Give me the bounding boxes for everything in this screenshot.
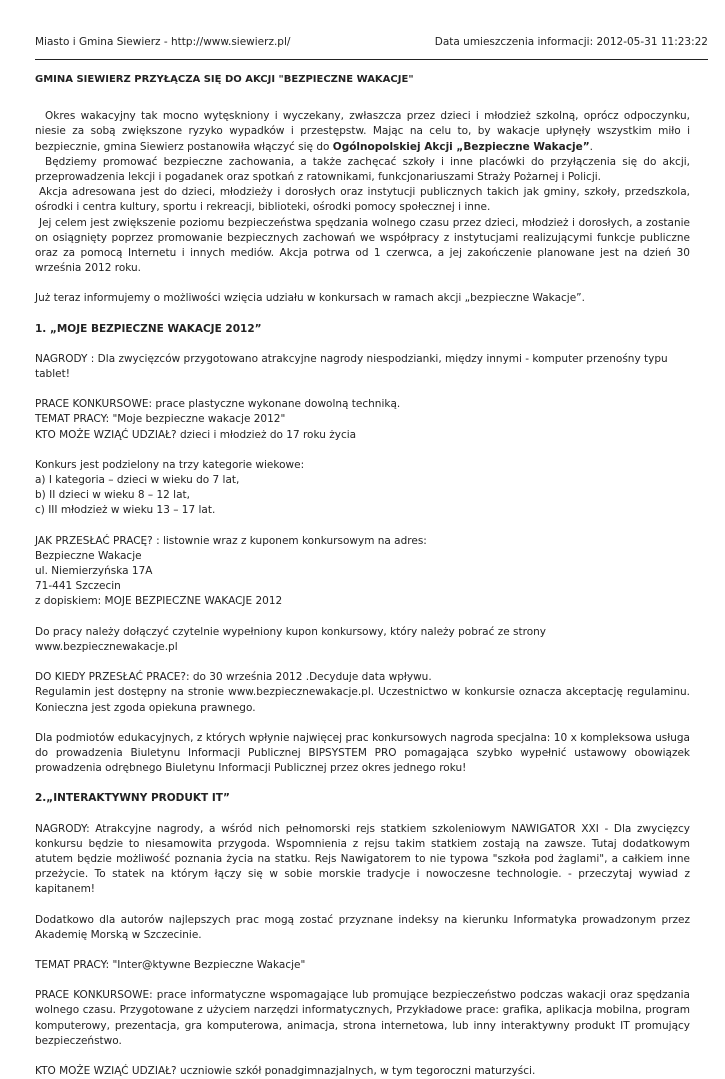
categories-intro: Konkurs jest podzielony na trzy kategorie wiekowe: xyxy=(35,458,305,471)
section-2-prizes: NAGRODY: Atrakcyjne nagrody, a wśród nich pełnomorski rejs statkiem szkoleniowym NAWIGATOR XXI - Dla zwycięzcy konkursu będzie to niesamowita przygoda. Wspomnienia z rejsu takim statkiem zostają na zawsze. Tutaj dodatkowym atutem będzie możliwość poznania życia na statku. Rejs Nawigatorem to nie typowa "szkoła pod żaglami", a całkiem inne przeżycie. To statek na którym łączy się w sobie morskie tradycje i nowoczesne technologie. - przeczytaj wywiad z kapitanem! xyxy=(35,822,690,896)
section-1-who: KTO MOŻE WZIĄĆ UDZIAŁ? dzieci i młodzież do 17 roku życia xyxy=(35,428,357,441)
intro-paragraph-3: Akcja adresowana jest do dzieci, młodzieży i dorosłych oraz instytucji publicznych takich jak gminy, szkoły, przedszkola, ośrodki i centra kultury, sportu i rekreacji, biblioteki, ośrodki pomocy społecznej i inne. xyxy=(35,186,690,214)
intro-paragraph-2: Będziemy promować bezpieczne zachowania, a także zachęcać szkoły i inne placówki do przyłączenia się do akcji, przeprowadzenia lekcji i pogadanek oraz spotkań z ratownikami, funkcjonariuszami Straży Pożarnej i Policji. xyxy=(35,155,690,184)
publication-date: Data umieszczenia informacji: 2012-05-31 11:23:22 xyxy=(434,36,708,48)
header-divider xyxy=(35,59,708,60)
article-title: GMINA SIEWIERZ PRZYŁĄCZA SIĘ DO AKCJI "BEZPIECZNE WAKACJE" xyxy=(35,74,414,85)
intro-paragraph-5: Już teraz informujemy o możliwości wzięcia udziału w konkursach w ramach akcji „bezpieczne Wakacje”. xyxy=(35,292,585,305)
intro-text-end: . xyxy=(589,140,593,153)
section-1-heading: 1. „MOJE BEZPIECZNE WAKACJE 2012” xyxy=(35,322,262,335)
address-line-4: z dopiskiem: MOJE BEZPIECZNE WAKACJE 2012 xyxy=(35,595,283,608)
section-2-heading: 2.„INTERAKTYWNY PRODUKT IT” xyxy=(35,792,230,805)
rules-note: Regulamin jest dostępny na stronie www.bezpiecznewakacje.pl. Uczestnictwo w konkursie oznacza akceptację regulaminu. Konieczna jest zgoda opiekuna prawnego. xyxy=(35,686,690,714)
section-2-extra: Dodatkowo dla autorów najlepszych prac mogą zostać przyznane indeksy na kierunku Informatyka prowadzonym przez Akademię Morską w Szczecinie. xyxy=(35,913,690,941)
how-to-send: JAK PRZESŁAĆ PRACĘ? : listownie wraz z kuponem konkursowym na adres: xyxy=(35,534,427,547)
intro-text: Okres wakacyjny tak mocno wytęskniony i wyczekany, zwłaszcza przez dzieci i młodzież szkolną, oprócz odpoczynku, niesie za sobą zwiększone ryzyko wypadków i przestępstw. Mając na celu to, by wakacje upłynęły wszystkim miło i bezpiecznie, gmina Siewierz postanowiła włączyć się do xyxy=(35,110,690,153)
campaign-name: Ogólnopolskiej Akcji „Bezpieczne Wakacje” xyxy=(332,140,590,153)
intro-paragraph-1 xyxy=(35,109,690,155)
page-header xyxy=(35,36,708,48)
coupon-note: Do pracy należy dołączyć czytelnie wypełniony kupon konkursowy, który należy pobrać ze strony www.bezpiecznewakacje.pl xyxy=(35,625,546,653)
section-1-prizes: NAGRODY : Dla zwycięzców przygotowano atrakcyjne nagrody niespodzianki, między innymi - komputer przenośny typu tablet! xyxy=(35,352,668,381)
site-name: Miasto i Gmina Siewierz - http://www.siewierz.pl/ xyxy=(35,36,291,48)
section-2-works: PRACE KONKURSOWE: prace informatyczne wspomagające lub promujące bezpieczeństwo podczas wakacji oraz spędzania wolnego czasu. Przygotowane z użyciem narzędzi informatycznych, Przykładowe prace: grafika, aplikacja mobilna, program komputerowy, prezentacja, gra komputerowa, animacja, strona internetowa, lub inny interaktywny produkt IT promujący bezpieczeństwo. xyxy=(35,989,690,1047)
special-prize: Dla podmiotów edukacyjnych, z których wpłynie najwięcej prac konkursowych nagroda specjalna: 10 x kompleksowa usługa do prowadzenia Biuletynu Informacji Publicznej BIPSYSTEM PRO pomagająca szybko wypełnić ustawowy obowiązek prowadzenia odrębnego Biuletynu Informacji Publicznej przez okres jednego roku! xyxy=(35,731,690,775)
section-1-topic: TEMAT PRACY: "Moje bezpieczne wakacje 2012" xyxy=(35,413,286,426)
article-body xyxy=(35,72,690,1079)
address-line-1: Bezpieczne Wakacje xyxy=(35,549,142,562)
intro-paragraph-4: Jej celem jest zwiększenie poziomu bezpieczeństwa spędzania wolnego czasu przez dzieci, młodzież i dorosłych, a zostanie on osiągnięty poprzez promowanie bezpiecznych zachowań we współpracy z instytucjami realizującymi funkcje publiczne oraz za pomocą Internetu i innych mediów. Akcja potrwa od 1 czerwca, a jej zakończenie planowane jest na dzień 30 września 2012 roku. xyxy=(35,216,690,275)
category-c: c) III młodzież w wieku 13 – 17 lat. xyxy=(35,504,216,517)
category-b: b) II dzieci w wieku 8 – 12 lat, xyxy=(35,489,190,502)
section-2-who: KTO MOŻE WZIĄĆ UDZIAŁ? uczniowie szkół ponadgimnazjalnych, w tym tegoroczni maturzyści. xyxy=(35,1064,536,1077)
deadline: DO KIEDY PRZESŁAĆ PRACE?: do 30 września 2012 .Decyduje data wpływu. xyxy=(35,671,432,684)
section-1-works: PRACE KONKURSOWE: prace plastyczne wykonane dowolną techniką. xyxy=(35,398,401,411)
address-line-2: ul. Niemierzyńska 17A xyxy=(35,565,153,578)
address-line-3: 71-441 Szczecin xyxy=(35,580,121,593)
section-2-topic: TEMAT PRACY: "Inter@ktywne Bezpieczne Wakacje" xyxy=(35,958,306,971)
category-a: a) I kategoria – dzieci w wieku do 7 lat, xyxy=(35,474,240,487)
